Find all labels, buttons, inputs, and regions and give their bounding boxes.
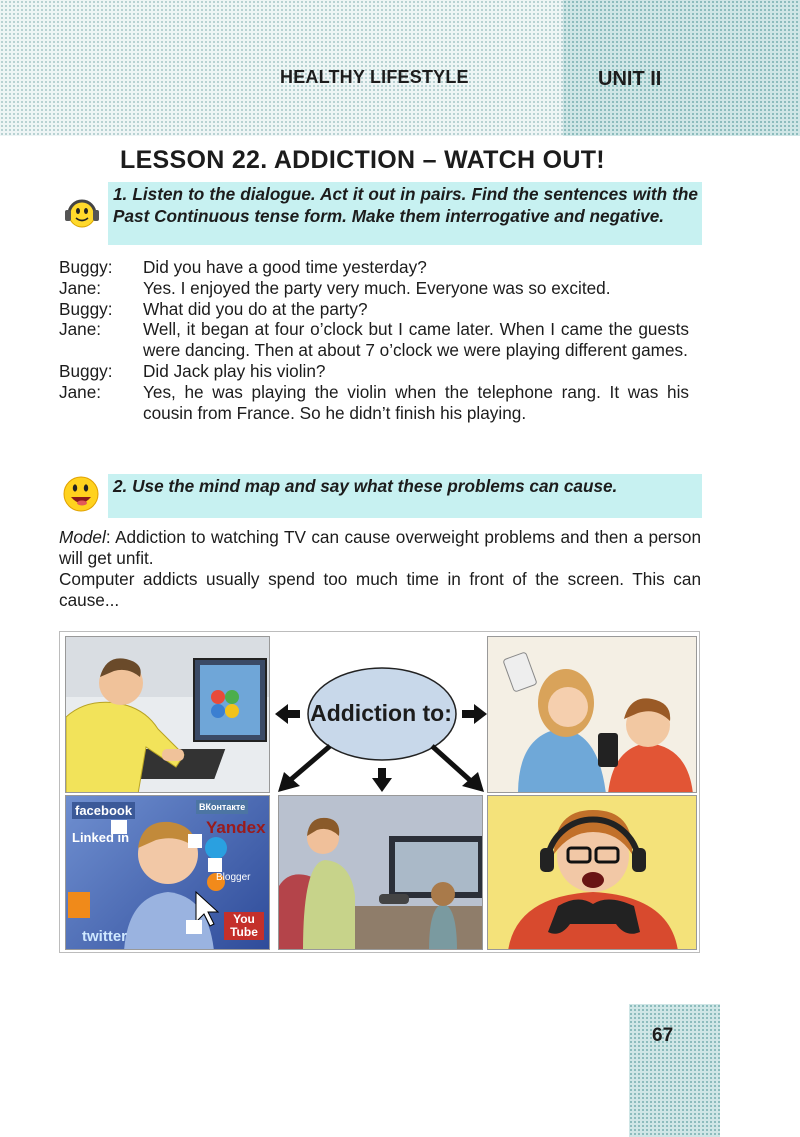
dialogue-line [59,382,689,424]
mind-map-center-label: Addiction to: [310,700,452,726]
gaming-addiction-image [487,795,697,950]
linkedin-logo: Linked in [72,830,130,845]
section-title: HEALTHY LIFESTYLE [280,67,469,87]
model-paragraph [59,527,701,611]
tv-addiction-image [278,795,483,950]
dialogue-line [59,319,689,361]
phone-addiction-image [487,636,697,793]
youtube-logo: You Tube [224,912,264,940]
speaker: Jane: [59,319,102,340]
unit-label: UNIT II [598,68,662,90]
speech: Yes. I enjoyed the party very much. Everyone was so excited. [143,277,611,298]
dialogue-line [59,361,689,382]
task-2-instruction: 2. Use the mind map and say what these problems can cause. [108,474,702,518]
speech: What did you do at the party? [143,298,368,319]
mind-map [59,631,700,953]
talking-smiley-icon [60,473,102,515]
page-number: 67 [652,1025,674,1046]
blogger-logo: Blogger [216,872,251,883]
model-text: : Addiction to watching TV can cause overweight problems and then a person will get unfit. [59,527,701,568]
speech: Did you have a good time yesterday? [143,257,427,277]
dialogue-line [59,299,689,320]
dialogue-line [59,278,689,299]
dialogue-line [59,257,689,278]
dialogue [59,257,689,423]
speaker: Jane: [59,277,102,298]
speaker: Buggy: [59,298,113,319]
lesson-title: LESSON 22. ADDICTION – WATCH OUT! [120,146,605,174]
speaker: Jane: [59,381,102,402]
headphones-smiley-icon [62,192,102,232]
model-label: Model [59,527,106,547]
twitter-logo: twitter [82,928,127,945]
social-networks-addiction-image [65,795,270,950]
speech: Did Jack play his violin? [143,360,326,381]
vkontakte-logo: ВКонтакте [196,800,248,814]
speaker: Buggy: [59,360,113,381]
speaker: Buggy: [59,257,113,277]
task-1-instruction: 1. Listen to the dialogue. Act it out in pairs. Find the sentences with the Past Continuous tense form. Make them interrogative and negative. [108,182,702,245]
page-number-box [629,1004,720,1137]
computer-addiction-image [65,636,270,793]
speech: Yes, he was playing the violin when the telephone rang. It was his cousin from France. So he didn’t finish his playing. [143,381,689,423]
model-extra: Computer addicts usually spend too much time in front of the screen. This can cause... [59,569,701,610]
speech: Well, it began at four o’clock but I came later. When I came the guests were dancing. Then at about 7 o’clock we were playing different games. [143,319,689,361]
yandex-logo: Yandex [206,818,266,837]
facebook-logo: facebook [72,802,135,819]
